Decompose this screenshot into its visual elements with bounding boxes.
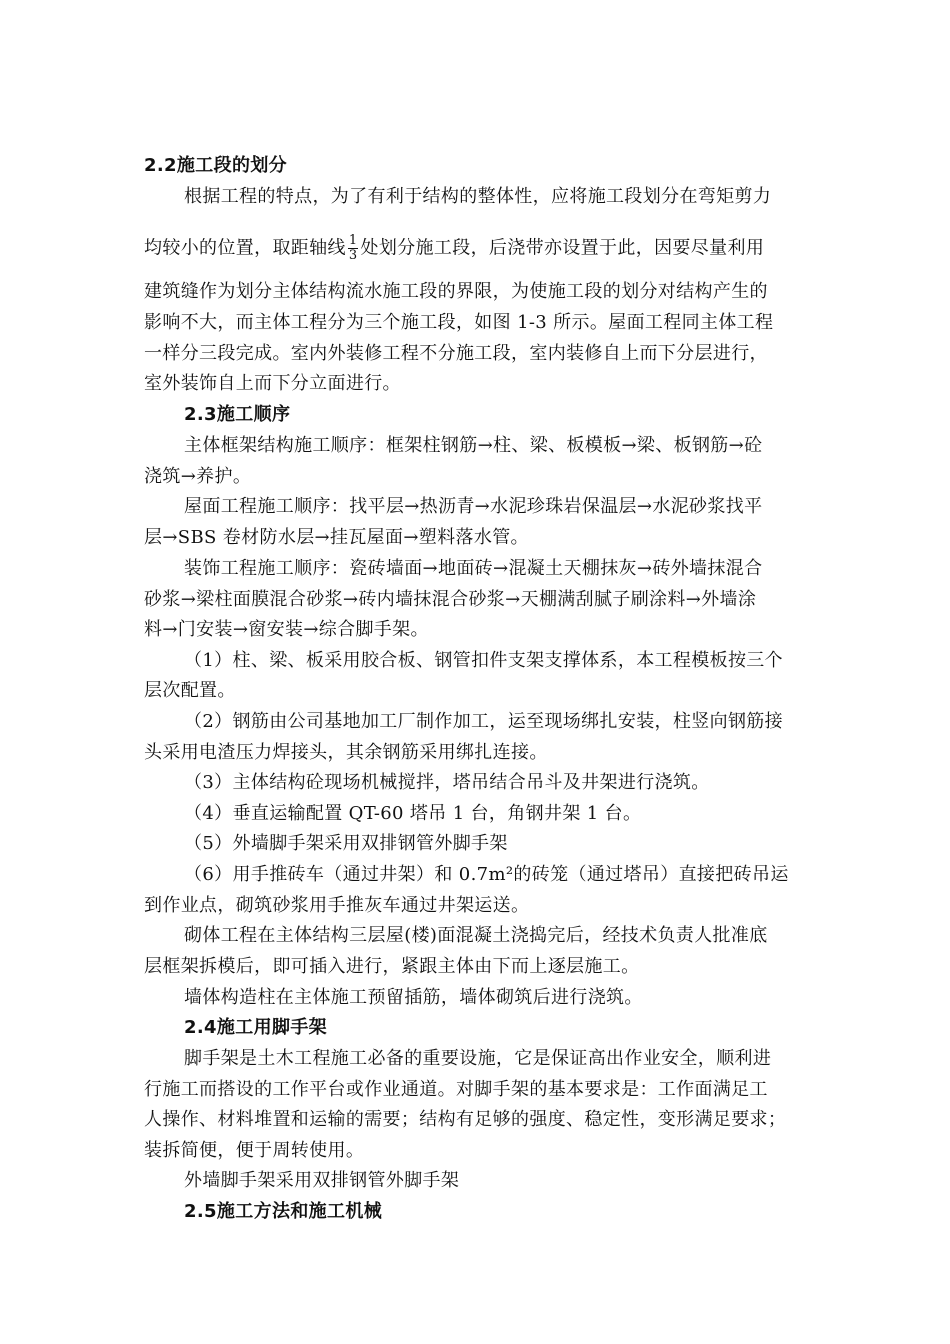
paragraph-line: 一样分三段完成。室内外装修工程不分施工段，室内装修自上而下分层进行，	[144, 343, 768, 364]
paragraph-line: 料→门安装→窗安装→综合脚手架。	[144, 619, 429, 640]
paragraph-line: 人操作、材料堆置和运输的需要；结构有足够的强度、稳定性，变形满足要求；	[144, 1109, 787, 1130]
paragraph-line: 墙体构造柱在主体施工预留插筋，墙体砌筑后进行浇筑。	[184, 987, 643, 1008]
fraction-denominator: 3	[348, 248, 358, 263]
list-item: （3）主体结构砼现场机械搅拌，塔吊结合吊斗及井架进行浇筑。	[184, 772, 710, 793]
paragraph-line: 砌体工程在主体结构三层屋(楼)面混凝土浇捣完后，经技术负责人批准底	[184, 925, 768, 946]
fraction-numerator: 1	[348, 233, 358, 248]
paragraph-line: 行施工而搭设的工作平台或作业通道。对脚手架的基本要求是：工作面满足工	[144, 1079, 768, 1100]
paragraph-line: 主体框架结构施工顺序：框架柱钢筋→柱、梁、板模板→梁、板钢筋→砼	[184, 435, 763, 456]
paragraph-line: 层→SBS 卷材防水层→挂瓦屋面→塑料落水管。	[144, 527, 529, 548]
list-item: （1）柱、梁、板采用胶合板、钢管扣件支架支撑体系，本工程模板按三个	[184, 650, 783, 671]
paragraph-line: 装饰工程施工顺序：瓷砖墙面→地面砖→混凝土天棚抹灰→砖外墙抹混合	[184, 558, 763, 579]
text-span: 均较小的位置，取距轴线	[144, 237, 346, 259]
paragraph-line: 外墙脚手架采用双排钢管外脚手架	[184, 1170, 460, 1191]
fraction-one-third	[348, 234, 359, 263]
paragraph-line: 根据工程的特点，为了有利于结构的整体性，应将施工段划分在弯矩剪力	[184, 186, 772, 207]
paragraph-line: 室外装饰自上而下分立面进行。	[144, 373, 401, 394]
list-item: （2）钢筋由公司基地加工厂制作加工，运至现场绑扎安装，柱竖向钢筋接	[184, 711, 783, 732]
paragraph-line: 砂浆→梁柱面膜混合砂浆→砖内墙抹混合砂浆→天棚满刮腻子刷涂料→外墙涂	[144, 589, 757, 610]
paragraph-line: 影响不大，而主体工程分为三个施工段，如图 1-3 所示。屋面工程同主体工程	[144, 312, 774, 333]
heading-2-3: 2.3施工顺序	[184, 404, 291, 425]
list-item: （5）外墙脚手架采用双排钢管外脚手架	[184, 833, 508, 854]
list-item: （4）垂直运输配置 QT-60 塔吊 1 台，角钢井架 1 台。	[184, 803, 642, 824]
list-item: （6）用手推砖车（通过井架）和 0.7m²的砖笼（通过塔吊）直接把砖吊运	[184, 864, 789, 885]
paragraph-line: 层框架拆模后，即可插入进行，紧跟主体由下而上逐层施工。	[144, 956, 640, 977]
text-span: 处划分施工段，后浇带亦设置于此，因要尽量利用	[360, 237, 765, 259]
paragraph-line: 屋面工程施工顺序：找平层→热沥青→水泥珍珠岩保温层→水泥砂浆找平	[184, 496, 763, 517]
paragraph-line: 头采用电渣压力焊接头，其余钢筋采用绑扎连接。	[144, 742, 548, 763]
paragraph-line: 脚手架是土木工程施工必备的重要设施，它是保证高出作业安全，顺利进	[184, 1048, 772, 1069]
paragraph-line: 到作业点，砌筑砂浆用手推灰车通过井架运送。	[144, 895, 530, 916]
paragraph-line-with-fraction	[144, 234, 764, 263]
paragraph-line: 浇筑→养护。	[144, 466, 252, 487]
heading-2-4: 2.4施工用脚手架	[184, 1017, 328, 1038]
heading-2-5: 2.5施工方法和施工机械	[184, 1201, 383, 1222]
paragraph-line: 建筑缝作为划分主体结构流水施工段的界限，为使施工段的划分对结构产生的	[144, 281, 768, 302]
paragraph-line: 装拆简便，便于周转使用。	[144, 1140, 365, 1161]
paragraph-line: 层次配置。	[144, 680, 236, 701]
heading-2-2: 2.2施工段的划分	[144, 155, 288, 176]
